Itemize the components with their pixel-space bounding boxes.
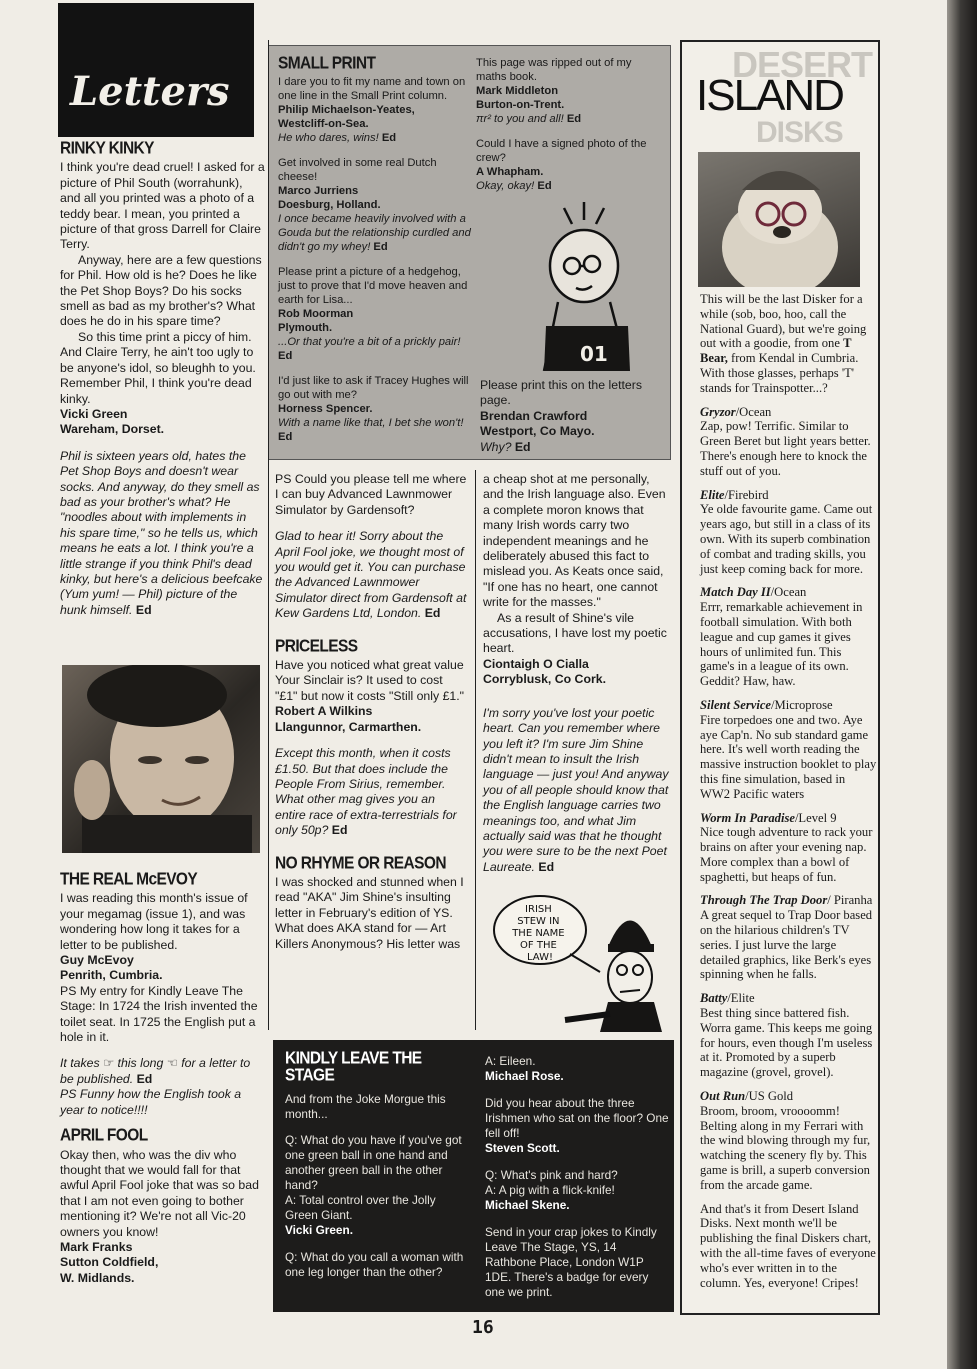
heading-no-rhyme-or-reason: NO RHYME OR REASON [275,853,446,873]
pointing-hand-icon: ☞ [103,1056,115,1071]
desert-intro: This will be the last Disker for a while (sob, boo, hoo, call the National Guard), but we're going out with a goodie, from one T Bear, from Kendal in Cumbria. With those glasses, perhaps 'T' stands for Trainspotter...? [700,292,867,395]
small-print-bottom [480,378,665,455]
portrait-illustration [62,665,260,853]
game-entry [700,991,878,1080]
title-desert: DESERT [732,44,873,85]
letter-location: Penrith, Cumbria. [60,968,163,983]
cartoon-reader [524,196,654,371]
letter-text: Could I have a signed photo of the crew? [476,138,647,164]
small-print-right [476,56,664,204]
letter-signature: Brendan Crawford [480,408,588,423]
letter-text: Have you noticed what great value Your Sinclair is? It used to cost "£1" but now it costs "Still only £1." [275,658,465,703]
desert-outro: And that's it from Desert Island Disks. Next month we'll be publishing the final Diskers chart, with the all-time faves of everyone who's ever written in to the column. Yes, everyone! Cripes! [700,1201,876,1290]
joke-text: Did you hear about the three Irishmen who sat on the floor? One fell off! [485,1096,669,1140]
letter-text: I think you're dead cruel! I asked for a picture of Phil South (worrahunk), and all you printed was a photo of a teddy bear. I mean, you printed a picture of that gross Darrell for Claire Terry. [60,160,265,252]
stage-left [285,1048,470,1280]
letter-location: Sutton Coldfield, [60,1255,159,1270]
joke-sender: Vicki Green. [285,1223,353,1237]
game-description: Ye olde favourite game. Came out years ago, but still in a class of its own. With its superb combination of combat and trading skills, you just keep coming back for more. [700,502,873,576]
letter-signature: Robert A Wilkins [275,704,373,719]
heading-priceless: PRICELESS [275,636,358,656]
letter-text: Okay then, who was the div who thought that we would fall for that awful April Fool joke that was so bad that I am not even going to bother mentioning it? We're not all Vic-20 owners you know! [60,1147,259,1239]
column-rule [268,40,269,1030]
column-right-letters [483,472,673,886]
game-publisher: /Ocean [770,585,807,600]
game-entry [700,893,878,982]
teddy-bear-illustration [698,152,860,287]
photo-phil-south [62,665,260,853]
column-rule [475,470,476,1030]
desert-island-title [688,44,873,149]
editor-reply: Glad to hear it! Sorry about the April Fool joke, we thought most of you would get it. You can purchase the Advanced Lawnmower Simulator direct from Gardensoft at Kew Gardens Ltd, London. Ed [275,529,467,621]
game-list [700,405,878,1193]
editor-reply: Okay, okay! Ed [476,180,552,192]
heading-rinky-kinky: RINKY KINKY [60,138,154,159]
game-description: Zap, pow! Terrific. Similar to Green Beret but light years better. There's enough here to knock the stuff out of you. [700,419,871,478]
joke-question: Q: What's pink and hard? [485,1168,618,1182]
speech-bubble-text: IRISH STEW IN THE NAME OF THE LAW! [512,904,565,963]
heading-kindly-leave-the-stage: KINDLY LEAVE THE STAGE [285,1048,422,1086]
game-publisher: /Firebird [724,487,769,502]
desert-island-text [700,292,878,1299]
letter-location: Doesburg, Holland. [278,199,381,211]
joke-answer: A: Total control over the Jolly Green Giant. [285,1193,436,1222]
letter-location: Wareham, Dorset. [60,422,165,437]
game-entry [700,585,878,689]
game-entry [700,811,878,885]
letter-location: Plymouth. [278,322,333,334]
title-disks: DISKS [756,116,843,149]
game-title: Elite [700,487,725,502]
letter-text: I dare you to fit my name and town on one line in the Small Print column. [278,76,466,102]
joke-intro: And from the Joke Morgue this month... [285,1092,446,1121]
letter-signature: Horness Spencer. [278,403,373,415]
letter-signature: Guy McEvoy [60,953,134,968]
page-number: 16 [472,1317,494,1338]
game-description: Fire torpedoes one and two. Aye aye Cap'n. No sub standard game here. It's well worth reading the massive instruction booklet to play this fine simulation, based in WW2 Pacific waters [700,712,877,801]
letter-signature: Mark Franks [60,1239,133,1254]
game-title: Out Run [700,1089,746,1104]
game-entry [700,488,878,577]
letter-signature: A Whapham. [476,166,544,178]
letter-location: Burton-on-Trent. [476,99,565,111]
column-middle [275,472,467,952]
letter-location: W. Midlands. [60,1270,135,1285]
letter-location: Llangunnor, Carmarthen. [275,719,422,734]
photo-t-bear [698,152,860,287]
kindly-leave-the-stage-box [273,1040,674,1312]
editor-reply-ps: PS Funny how the English took a year to notice!!!! [60,1087,242,1117]
column-left [60,138,265,629]
editor-reply: πr² to you and all! Ed [476,113,582,125]
letter-location: Westport, Co Mayo. [480,424,595,439]
game-publisher: /Level 9 [794,810,837,825]
small-print-left [278,53,472,455]
editor-reply: He who dares, wins! Ed [278,132,397,144]
pointing-hand-icon: ☜ [166,1056,178,1071]
game-title: Worm In Paradise [700,810,795,825]
letter-location: Corryblusk, Co Cork. [483,672,606,687]
letter-signature: Rob Moorman [278,308,354,320]
joke-answer: A: Eileen. [485,1054,536,1068]
editor-reply: Why? Ed [480,439,531,454]
editor-reply: I once became heavily involved with a Gouda but the relationship curdled and didn't go my whey! Ed [278,213,471,253]
game-publisher: /Ocean [735,404,772,419]
editor-reply: It takes ☞ this long ☜ for a letter to be published. Ed [60,1056,251,1086]
joke-question: Q: What do you have if you've got one green ball in one hand and another green ball in the other hand? [285,1133,462,1192]
game-title: Batty [700,991,728,1006]
game-publisher: /Microprose [771,697,833,712]
letter-ps: PS Could you please tell me where I can buy Advanced Lawnmower Simulator by Gardensoft? [275,472,467,517]
game-description: Errr, remarkable achievement in football simulation. With both league and cup games it gives hours of unlimited fun. This game's in a league of its own. Geddit? Haw, haw. [700,600,863,689]
stage-right [485,1054,670,1300]
letter-signature: Marco Jurriens [278,185,359,197]
letter-text: Get involved in some real Dutch cheese! [278,157,437,183]
game-entry [700,405,878,479]
game-publisher: / Piranha [827,893,873,908]
editor-reply: With a name like that, I bet she won't! Ed [278,417,464,443]
game-publisher: /Elite [727,991,755,1006]
title-island: ISLAND [696,71,843,120]
letter-signature: Mark Middleton [476,85,559,97]
game-title: Through The Trap Door [700,893,828,908]
joke-sender: Steven Scott. [485,1141,560,1155]
game-title: Gryzor [700,404,736,419]
letter-text: As a result of Shine's vile accusations, I have lost my poetic heart. [483,610,667,656]
heading-real-mcevoy: THE REAL McEVOY [60,869,198,890]
heading-april-fool: APRIL FOOL [60,1125,148,1146]
editor-reply: Except this month, when it costs £1.50. But that does include the People From Sirius, remember. What other mag gives you an entire race of extra-terrestrials for only 50p? Ed [275,746,457,838]
game-entry [700,1089,878,1193]
shirt-number: 01 [580,342,608,366]
editor-reply: I'm sorry you've lost your poetic heart. Can you remember where you left it? I'm sure Jim Shine didn't mean to insult the Irish language — just you! And anyway you of all people should know that the English language carries two meanings too, and what Jim actually said was that he thought you were sure to be the next Poet Laureate. Ed [483,705,669,874]
policeman-cartoon [490,892,675,1032]
small-print-box [268,45,671,460]
letter-text: a cheap shot at me personally, and the Irish language also. Even a complete moron knows that many Irish words carry two independent meanings and he deliberately abused this fact to mislead you. As Keats once said, "If one has no heart, one cannot write for the masses." [483,472,666,610]
joke-sender: Michael Rose. [485,1069,564,1083]
joke-question: Q: What do you call a woman with one leg longer than the other? [285,1250,464,1279]
heading-small-print: SMALL PRINT [278,53,376,74]
letter-text: I'd just like to ask if Tracey Hughes will go out with me? [278,375,469,401]
game-description: Nice tough adventure to rack your brains on after your evening nap. More complex than a bowl of spaghetti, but heaps of fun. [700,825,873,884]
letter-text: Anyway, here are a few questions for Phil. How old is he? Does he like the Pet Shop Boys? Do his socks smell as bad as my brother's? What does he do in his spare time? [60,252,262,329]
letter-signature: Vicki Green [60,406,128,421]
column-left-lower [60,869,265,1286]
game-title: Match Day II [700,585,771,600]
game-description: Best thing since battered fish. Worra game. This keeps me going for hours, even though I'm useless at it. Promoted by a superb magazine (grovel, grovel). [700,1006,873,1080]
game-description: Broom, broom, vroooomm! Belting along in my Ferrari with the wind blowing through my fur, watching the scenery fly by. This game is brill, a superb conversion from the arcade game. [700,1103,871,1192]
game-title: Silent Service [700,697,772,712]
joke-sender: Michael Skene. [485,1198,570,1212]
letter-text: Please print a picture of a hedgehog, just to prove that I'd move heaven and earth for Lisa... [278,266,468,306]
editor-reply: Phil is sixteen years old, hates the Pet Shop Boys and doesn't wear socks. And anyway, do they smell as bad as your brother's what? He "noodles about with implements in his spare time," so he tells us, which means he eats a lot. I think you're a little strange if you think Phil's dead kinky, but here's a delicious beefcake (Yum yum! — Phil) picture of the hunk himself. Ed [60,448,263,617]
letter-signature: Ciontaigh O Cialla [483,656,589,671]
letter-text: So this time print a piccy of him. And Claire Terry, he ain't too ugly to be anyone's idol, so bleughh to you. Remember Phil, I think you're dead kinky. [60,329,256,406]
letter-text: I was shocked and stunned when I read "AKA" Jim Shine's insulting letter in February's edition of YS. What does AKA stand for — Art Killers Anonymous? His letter was [275,874,464,951]
magazine-spine-shadow [947,0,977,1369]
letters-logo: Letters [58,3,254,137]
letter-signature: Philip Michaelson-Yeates, [278,104,415,116]
editor-reply: ...Or that you're a bit of a prickly pair! Ed [278,336,461,362]
game-description: A great sequel to Trap Door based on the hilarious children's TV series. I just lurve the large detailed graphics, like Berk's eyes spinning when he falls. [700,908,873,982]
game-entry [700,698,878,802]
desert-island-disks-box [680,40,880,1315]
stage-footer: Send in your crap jokes to Kindly Leave The Stage, YS, 14 Rathbone Place, London W1P 1DE. There's a badge for every one we print. [485,1225,657,1299]
letter-text: This page was ripped out of my maths book. [476,57,632,83]
joke-answer: A: A pig with a flick-knife! [485,1183,615,1197]
game-publisher: /US Gold [745,1089,794,1104]
letter-location: Westcliff-on-Sea. [278,118,369,130]
letter-ps: PS My entry for Kindly Leave The Stage: In 1724 the Irish invented the toilet seat. In 1725 the English put a hole in it. [60,983,258,1045]
letter-text: I was reading this month's issue of your megamag (issue 1), and was wondering how long it takes for a letter to be published. [60,891,248,952]
letter-text: Please print this on the letters page. [480,378,642,408]
